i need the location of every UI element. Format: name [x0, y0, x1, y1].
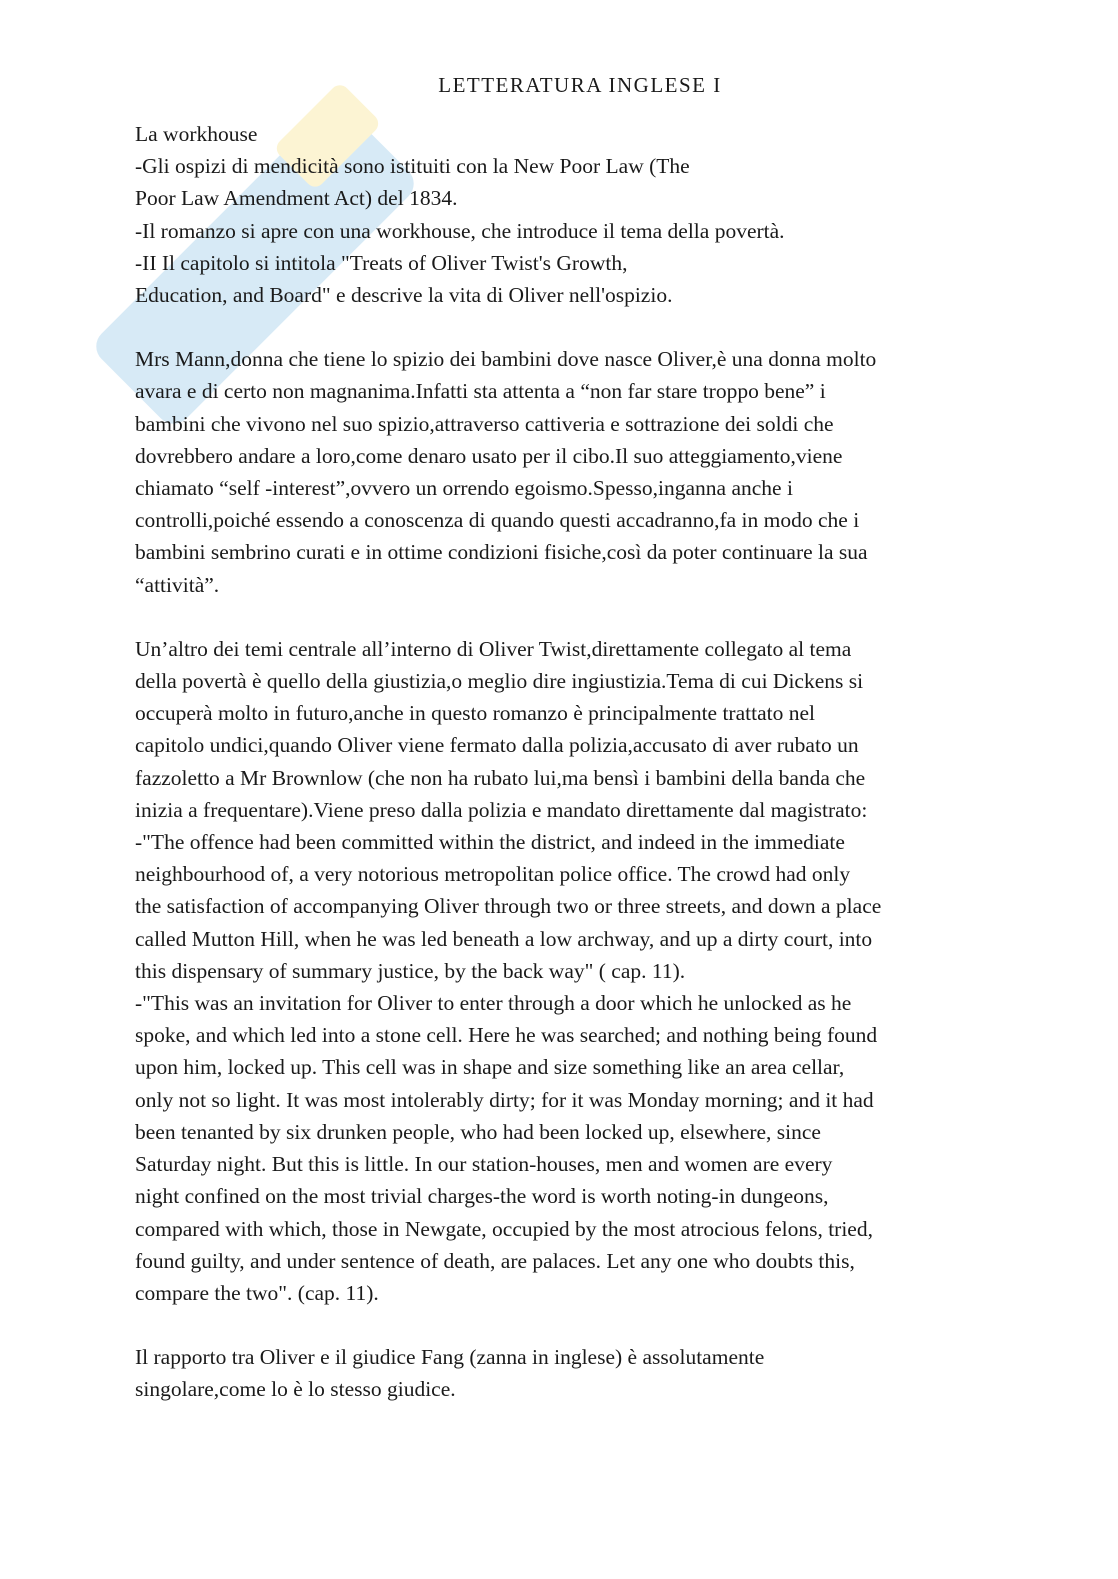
text-line: controlli,poiché essendo a conoscenza di quando questi accadranno,fa in modo che i	[135, 508, 860, 533]
text-line: compared with which, those in Newgate, occupied by the most atrocious felons, tried,	[135, 1216, 873, 1241]
text-line: -II Il capitolo si intitola "Treats of Oliver Twist's Growth,	[135, 250, 628, 275]
text-line: Il rapporto tra Oliver e il giudice Fang (zanna in inglese) è assolutamente	[135, 1345, 765, 1370]
text-line: neighbourhood of, a very notorious metropolitan police office. The crowd had only	[135, 862, 851, 887]
text-line: capitolo undici,quando Oliver viene fermato dalla polizia,accusato di aver rubato un	[135, 733, 859, 758]
text-line: -Gli ospizi di mendicità sono istituiti con la New Poor Law (The	[135, 154, 690, 179]
text-line: chiamato “self -interest”,ovvero un orrendo egoismo.Spesso,inganna anche i	[135, 476, 793, 501]
paragraph	[135, 343, 985, 601]
text-line: occuperà molto in futuro,anche in questo romanzo è principalmente trattato nel	[135, 701, 815, 726]
text-line: night confined on the most trivial charges-the word is worth noting-in dungeons,	[135, 1184, 829, 1209]
text-line: Poor Law Amendment Act) del 1834.	[135, 186, 458, 211]
text-line: fazzoletto a Mr Brownlow (che non ha rubato lui,ma bensì i bambini della banda che	[135, 765, 866, 790]
text-line: only not so light. It was most intolerably dirty; for it was Monday morning; and it had	[135, 1087, 874, 1112]
paragraph	[135, 633, 985, 1309]
text-line: bambini che vivono nel suo spizio,attraverso cattiveria e sottrazione dei soldi che	[135, 411, 834, 436]
text-line: upon him, locked up. This cell was in shape and size something like an area cellar,	[135, 1055, 845, 1080]
text-line: -"This was an invitation for Oliver to enter through a door which he unlocked as he	[135, 991, 852, 1016]
text-line: been tenanted by six drunken people, who had been locked up, elsewhere, since	[135, 1119, 821, 1144]
text-line: Un’altro dei temi centrale all’interno di Oliver Twist,direttamente collegato al tema	[135, 636, 852, 661]
text-line: called Mutton Hill, when he was led beneath a low archway, and up a dirty court, into	[135, 926, 873, 951]
paragraph	[135, 118, 985, 311]
text-line: spoke, and which led into a stone cell. Here he was searched; and nothing being found	[135, 1023, 878, 1048]
text-line: -Il romanzo si apre con una workhouse, che introduce il tema della povertà.	[135, 218, 785, 243]
text-line: bambini sembrino curati e in ottime condizioni fisiche,così da poter continuare la sua	[135, 540, 868, 565]
paragraph	[135, 1341, 985, 1405]
text-line: the satisfaction of accompanying Oliver through two or three streets, and down a place	[135, 894, 882, 919]
text-line: dovrebbero andare a loro,come denaro usato per il cibo.Il suo atteggiamento,viene	[135, 443, 843, 468]
text-line: Saturday night. But this is little. In our station-houses, men and women are every	[135, 1152, 833, 1177]
page-title: LETTERATURA INGLESE I	[438, 73, 722, 97]
text-line: “attività”.	[135, 572, 220, 597]
text-line: found guilty, and under sentence of death, are palaces. Let any one who doubts this,	[135, 1248, 855, 1273]
text-line: this dispensary of summary justice, by the back way" ( cap. 11).	[135, 958, 686, 983]
text-line: singolare,come lo è lo stesso giudice.	[135, 1377, 456, 1402]
text-line: compare the two". (cap. 11).	[135, 1280, 379, 1305]
text-line: Education, and Board" e descrive la vita di Oliver nell'ospizio.	[135, 283, 673, 308]
text-line: Mrs Mann,donna che tiene lo spizio dei bambini dove nasce Oliver,è una donna molto	[135, 347, 877, 372]
text-line: della povertà è quello della giustizia,o meglio dire ingiustizia.Tema di cui Dickens si	[135, 669, 864, 694]
document-body	[135, 118, 985, 1406]
document-page	[135, 68, 985, 1438]
text-line: La workhouse	[135, 122, 258, 146]
text-line: avara e di certo non magnanima.Infatti sta attenta a “non far stare troppo bene” i	[135, 379, 826, 404]
text-line: inizia a frequentare).Viene preso dalla polizia e mandato direttamente dal magistrato:	[135, 797, 868, 822]
text-line: -"The offence had been committed within the district, and indeed in the immediate	[135, 830, 845, 855]
